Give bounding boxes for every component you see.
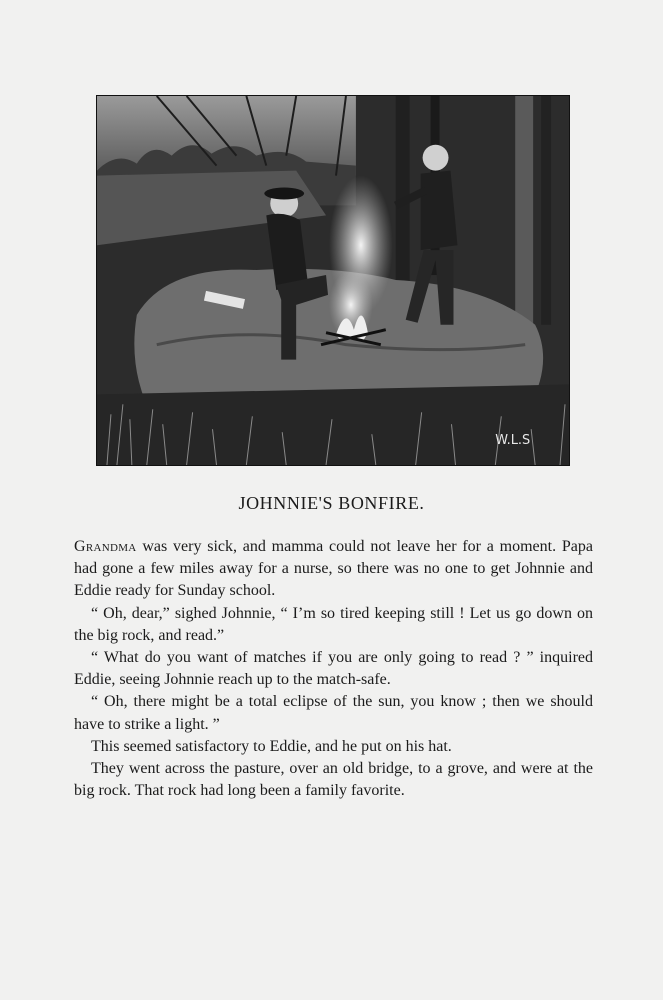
- story-paragraph-2: [74, 603, 593, 647]
- bonfire-scene-image: [97, 96, 569, 465]
- story-paragraph-5: [74, 736, 593, 758]
- story-paragraph-3: [74, 647, 593, 691]
- paragraph-text: “ What do you want of matches if you are only going to read ? ” inquired Eddie, seeing Johnnie reach up to the match-safe.: [74, 649, 593, 689]
- paragraph-text: They went across the pasture, over an old bridge, to a grove, and were at the big rock. That rock had long been a family favorite.: [74, 760, 593, 800]
- story-paragraph-6: [74, 758, 593, 802]
- story-paragraph-1: [74, 536, 593, 603]
- story-title: JOHNNIE'S BONFIRE.: [238, 493, 425, 513]
- paragraph-text: “ Oh, dear,” sighed Johnnie, “ I’m so tired keeping still ! Let us go down on the big rock, and read.”: [74, 604, 593, 644]
- story-body: [74, 536, 593, 802]
- story-paragraph-4: [74, 691, 593, 735]
- paragraph-text: “ Oh, there might be a total eclipse of the sun, you know ; then we should have to strike a light. ”: [74, 693, 593, 733]
- engraving-illustration: [96, 95, 570, 466]
- artist-signature: W.L.S: [495, 433, 531, 449]
- paragraph-text: This seemed satisfactory to Eddie, and he put on his hat.: [91, 737, 452, 755]
- paragraph-lead-word: Grandma: [74, 538, 137, 555]
- paragraph-text: was very sick, and mamma could not leave her for a moment. Papa had gone a few miles away for a nurse, so there was no one to get Johnnie and Eddie ready for Sunday school.: [74, 538, 593, 600]
